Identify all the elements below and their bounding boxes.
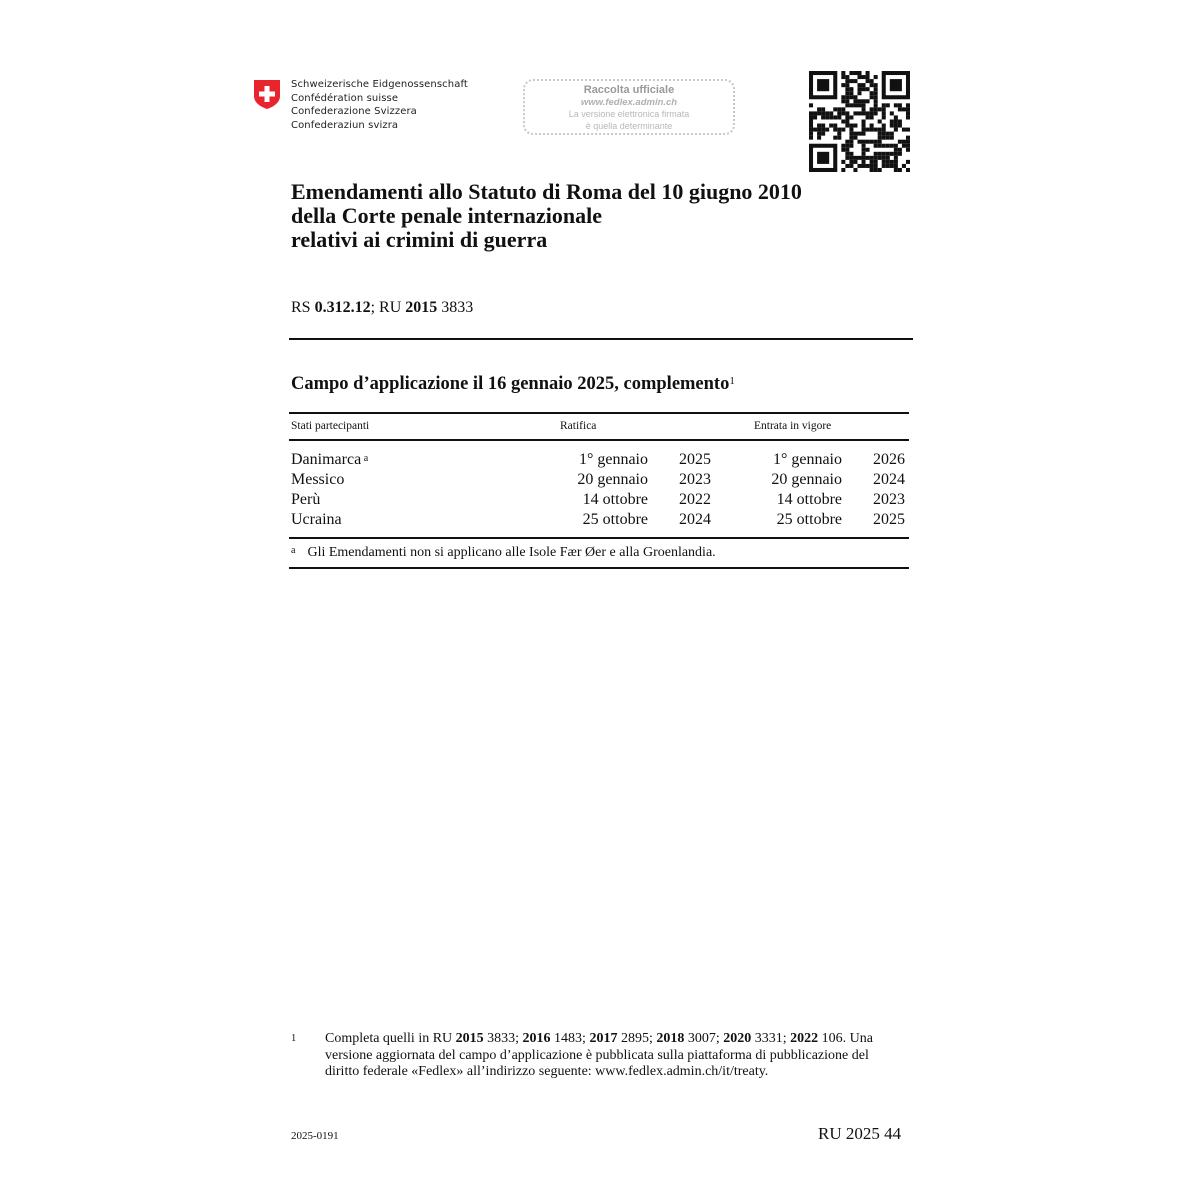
entry-date: 14 ottobre: [776, 491, 842, 508]
footnote-part: 2895;: [617, 1031, 657, 1046]
footnote-part: 106. Una versione aggiornata del campo d’applicazione è pubblicata sulla piattaforma di pubblicazione del diritto federale «Fedlex» all’indirizzo seguente: www.fedlex.admin.ch/it/treaty.: [325, 1031, 873, 1079]
rs-prefix: RS: [291, 299, 315, 316]
header-entry: Entrata in vigore: [754, 420, 832, 432]
entry-date: 1° gennaio: [772, 451, 842, 468]
footnote-part: 2018: [656, 1031, 685, 1046]
ratification-date: 1° gennaio: [578, 451, 648, 468]
stamp-url: www.fedlex.admin.ch: [580, 97, 678, 108]
document-number: 2025-0191: [291, 1130, 339, 1142]
section-title-text: Campo d’applicazione il 16 gennaio 2025, complemento: [291, 374, 730, 394]
footnote-part: 3331;: [751, 1031, 791, 1046]
state-note-mark: a: [361, 453, 369, 464]
confed-de: Schweizerische Eidgenossenschaft: [291, 79, 468, 90]
title-line-3: relativi ai crimini di guerra: [291, 227, 548, 252]
ratification-year: 2023: [679, 471, 711, 488]
ru-year: 2015: [405, 299, 438, 316]
section-divider: [289, 338, 913, 340]
ratification-date: 20 gennaio: [577, 471, 648, 488]
state-name: Ucraina: [291, 511, 342, 528]
ratification-date: 25 ottobre: [582, 511, 648, 528]
entry-year: 2026: [873, 451, 905, 468]
rs-number: 0.312.12: [314, 299, 371, 316]
ru-page: 3833: [437, 299, 474, 316]
footnote-part: 1483;: [550, 1031, 590, 1046]
entry-date: 20 gennaio: [771, 471, 842, 488]
footnote-text: [325, 1031, 885, 1081]
table-note-mark: a: [291, 545, 296, 556]
swiss-coat-of-arms-icon: [253, 79, 281, 110]
ru-prefix: ; RU: [370, 299, 406, 316]
confederation-names: [291, 78, 468, 132]
state-name: Danimarca $^a$: [291, 451, 369, 468]
section-title: [291, 374, 735, 395]
qr-code-icon: [809, 71, 910, 172]
confed-it: Confederazione Svizzera: [291, 106, 417, 117]
classification-reference: [291, 299, 473, 317]
stamp-note-2: è quella determinante: [585, 121, 673, 131]
footnote-part: 2016: [522, 1031, 551, 1046]
document-title: [291, 180, 802, 252]
official-collection-stamp: [523, 79, 735, 135]
table-end-rule: [289, 567, 909, 569]
header-ratification: Ratifica: [560, 420, 597, 432]
table-note-text: Gli Emendamenti non si applicano alle Isole Fær Øer e alla Groenlandia.: [307, 545, 716, 560]
table-header-rule: [289, 439, 909, 441]
entry-year: 2025: [873, 511, 905, 528]
table-bottom-rule: [289, 537, 909, 539]
table-top-rule: [289, 412, 909, 414]
footnote-part: 2017: [589, 1031, 618, 1046]
footnote-number: 1: [291, 1033, 297, 1044]
stamp-note-1: La versione elettronica firmata: [568, 109, 690, 119]
state-name: Messico: [291, 471, 345, 488]
official-collection-reference: RU 2025 44: [818, 1124, 902, 1143]
footnote-part: 2022: [790, 1031, 819, 1046]
ratification-year: 2022: [679, 491, 711, 508]
state-name: Perù: [291, 491, 321, 508]
entry-year: 2024: [873, 471, 905, 488]
confed-rm: Confederaziun svizra: [291, 119, 399, 131]
title-line-2: della Corte penale internazionale: [291, 203, 603, 228]
footnote-ref: 1: [729, 375, 735, 387]
ratification-year: 2024: [679, 511, 711, 528]
confed-fr: Confédération suisse: [291, 92, 399, 104]
table-note: [291, 545, 716, 561]
stamp-title: Raccolta ufficiale: [583, 84, 675, 96]
footnote-part: 3007;: [684, 1031, 724, 1046]
footnote-part: 3833;: [483, 1031, 523, 1046]
entry-year: 2023: [873, 491, 905, 508]
title-line-1: Emendamenti allo Statuto di Roma del 10 giugno 2010: [291, 179, 802, 204]
footnote-part: 2020: [723, 1031, 752, 1046]
header-states: Stati partecipanti: [291, 420, 370, 432]
footnote-part: 2015: [455, 1031, 484, 1046]
ratification-year: 2025: [679, 451, 711, 468]
footnote-part: Completa quelli in RU: [325, 1031, 456, 1046]
ratification-date: 14 ottobre: [582, 491, 648, 508]
entry-date: 25 ottobre: [776, 511, 842, 528]
